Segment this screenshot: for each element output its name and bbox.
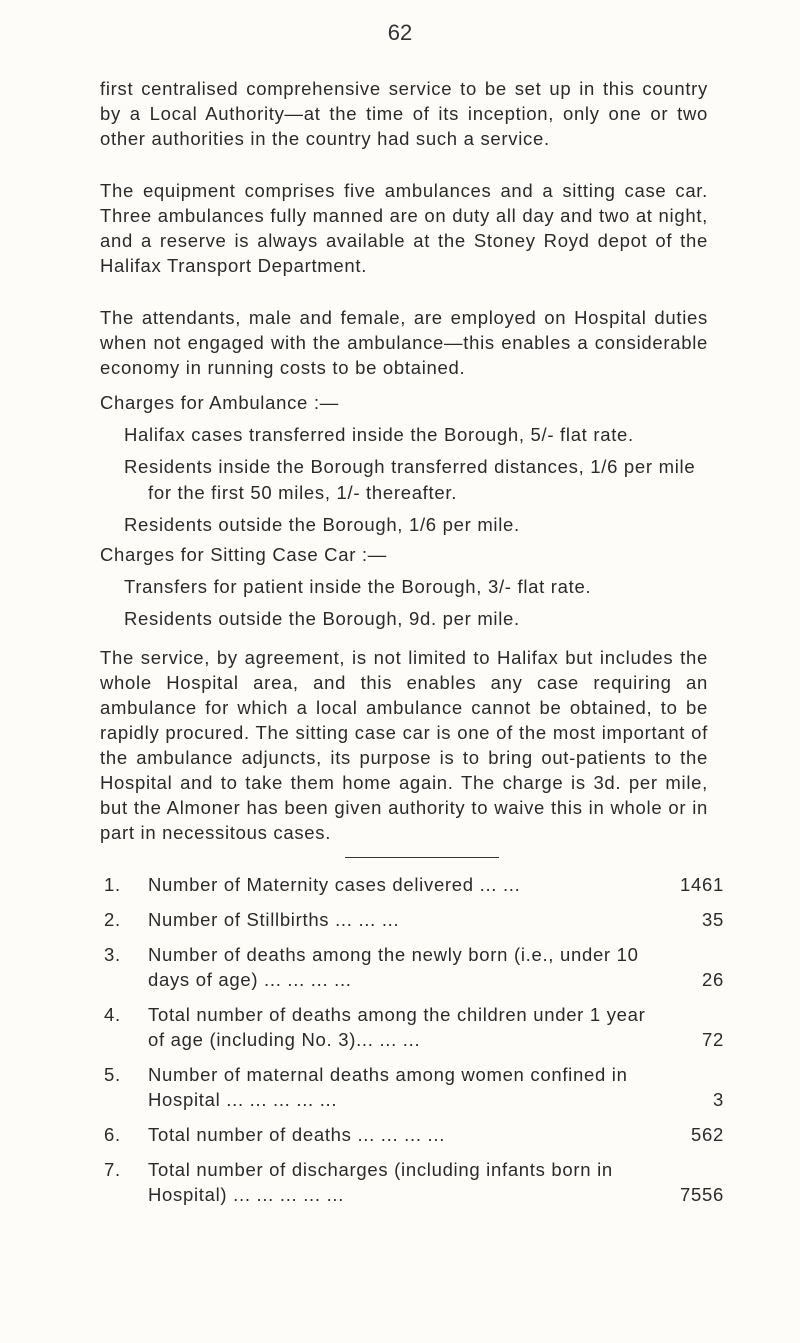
stat-row	[104, 1062, 724, 1112]
equipment-paragraph: The equipment comprises five ambulances and a sitting case car. Three ambulances fully manned are on duty all day and two at night, and a reserve is always available at the Stoney Royd depot of the Halifax Transport Department.	[100, 180, 708, 276]
stat-value: 562	[691, 1124, 724, 1145]
section-divider	[345, 857, 499, 858]
stat-number: 6.	[104, 1124, 121, 1145]
stat-row	[104, 1002, 724, 1052]
stat-row	[104, 1122, 724, 1147]
stat-number: 3.	[104, 944, 121, 965]
stat-value: 35	[702, 909, 724, 930]
statistics-list	[104, 872, 724, 1217]
ambulance-charges	[100, 390, 708, 538]
stat-value: 72	[702, 1029, 724, 1050]
stat-value: 7556	[680, 1184, 724, 1205]
sitting-car-charges	[100, 542, 708, 632]
stat-label: Total number of discharges (including infants born in Hospital) ... ... ... ... ...	[148, 1159, 613, 1205]
stat-label: Number of deaths among the newly born (i.e., under 10 days of age) ... ... ... ...	[148, 944, 639, 990]
attendants-paragraph: The attendants, male and female, are employed on Hospital duties when not engaged with the ambulance—this enables a considerable economy in running costs to be obtained.	[100, 307, 708, 378]
page-number: 62	[387, 20, 413, 45]
ambulance-charge-line: Halifax cases transferred inside the Borough, 5/- flat rate.	[124, 424, 634, 445]
stat-value: 26	[702, 969, 724, 990]
ambulance-charge-line: Residents outside the Borough, 1/6 per mile.	[124, 514, 520, 535]
stat-label: Number of Maternity cases delivered ... ...	[148, 874, 521, 895]
stat-number: 7.	[104, 1159, 121, 1180]
stat-label: Total number of deaths ... ... ... ...	[148, 1124, 446, 1145]
service-paragraph-block	[100, 645, 708, 845]
stat-number: 4.	[104, 1004, 121, 1025]
stat-number: 5.	[104, 1064, 121, 1085]
sitting-car-charge-line: Residents outside the Borough, 9d. per mile.	[124, 608, 520, 629]
intro-paragraph: first centralised comprehensive service to be set up in this country by a Local Authority—at the time of its inception, only one or two other authorities in the country had such a service.	[100, 78, 708, 149]
stat-row	[104, 907, 724, 932]
sitting-car-charge-line: Transfers for patient inside the Borough, 3/- flat rate.	[124, 576, 592, 597]
attendants-paragraph-block	[100, 305, 708, 380]
stat-row	[104, 1157, 724, 1207]
stat-row	[104, 872, 724, 897]
stat-value: 1461	[680, 874, 724, 895]
stat-row	[104, 942, 724, 992]
stat-value: 3	[713, 1089, 724, 1110]
intro-paragraph-block	[100, 76, 708, 151]
service-paragraph: The service, by agreement, is not limited to Halifax but includes the whole Hospital area, and this enables any case requiring an ambulance for which a local ambulance cannot be obtained, to be rapidly procured. The sitting case car is one of the most important of the ambulance adjuncts, its purpose is to bring out-patients to the Hospital and to take them home again. The charge is 3d. per mile, but the Almoner has been given authority to waive this in whole or in part in necessitous cases.	[100, 647, 708, 843]
ambulance-charges-heading: Charges for Ambulance :—	[100, 392, 339, 413]
stat-number: 2.	[104, 909, 121, 930]
stat-label: Number of maternal deaths among women confined in Hospital ... ... ... ... ...	[148, 1064, 628, 1110]
ambulance-charge-line: Residents inside the Borough transferred distances, 1/6 per mile for the first 50 miles, 1/- thereafter.	[124, 456, 696, 503]
equipment-paragraph-block	[100, 178, 708, 278]
stat-number: 1.	[104, 874, 121, 895]
sitting-car-charges-heading: Charges for Sitting Case Car :—	[100, 544, 387, 565]
stat-label: Total number of deaths among the children under 1 year of age (including No. 3)... ... ...	[148, 1004, 646, 1050]
stat-label: Number of Stillbirths ... ... ...	[148, 909, 400, 930]
